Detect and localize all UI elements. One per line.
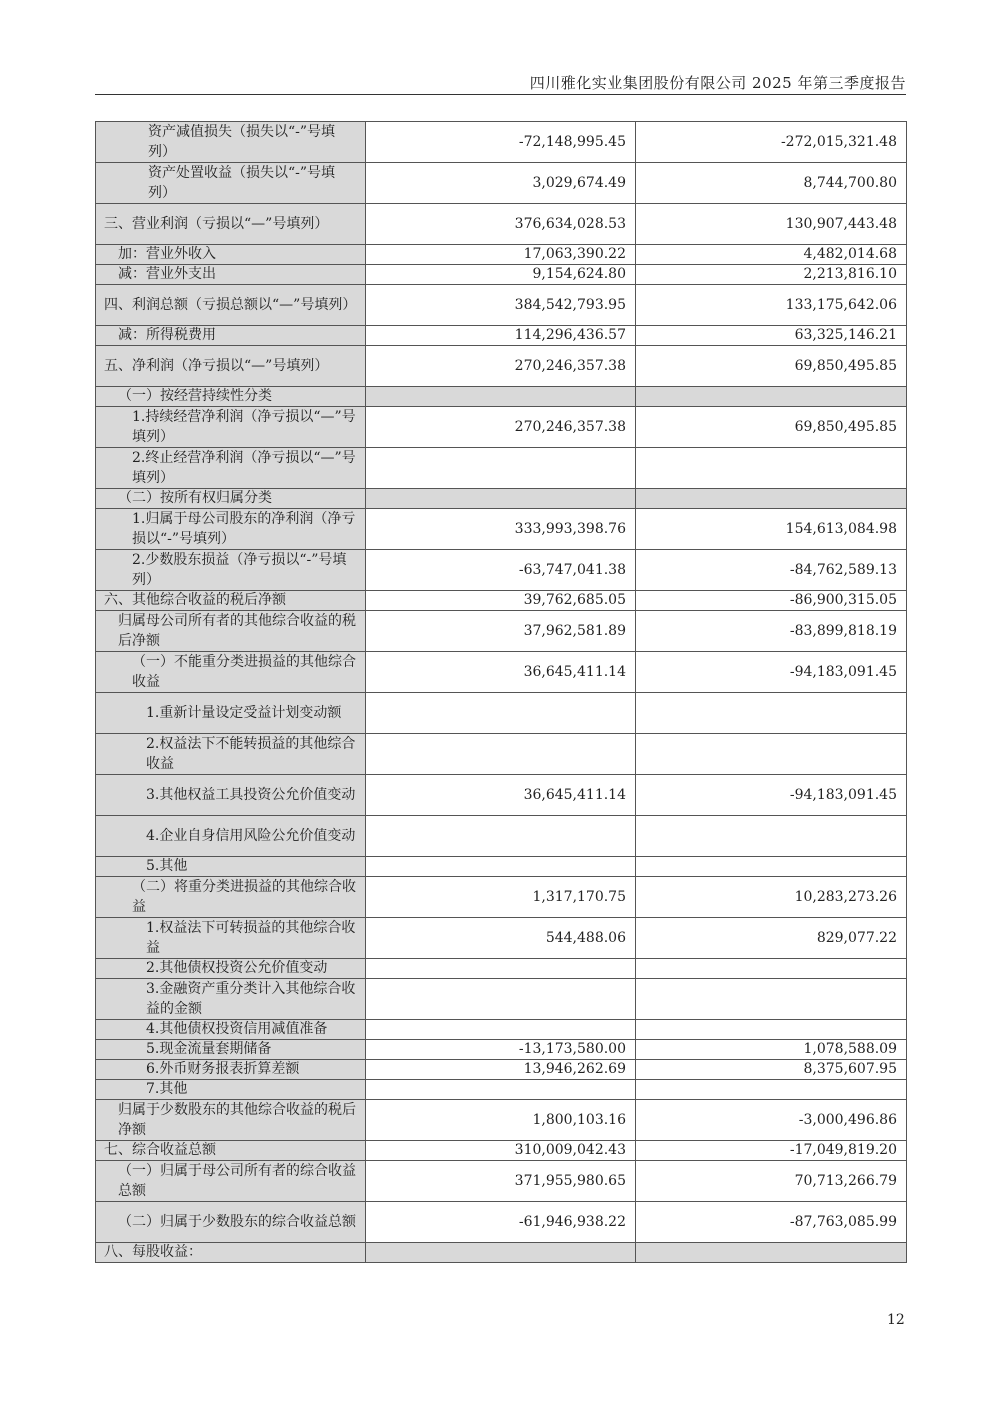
prior-period-value [636,1020,907,1040]
table-row [96,326,907,346]
prior-period-value: 63,325,146.21 [636,326,907,346]
prior-period-value [636,857,907,877]
current-period-value: 9,154,624.80 [366,265,636,285]
table-row [96,550,907,591]
row-label: （一）不能重分类进损益的其他综合收益 [96,652,366,693]
row-label: 资产处置收益（损失以“-”号填列） [96,163,366,204]
prior-period-value: 8,744,700.80 [636,163,907,204]
prior-period-value: 1,078,588.09 [636,1040,907,1060]
current-period-value: 13,946,262.69 [366,1060,636,1080]
table-row [96,1060,907,1080]
table-row [96,509,907,550]
table-row [96,163,907,204]
current-period-value: 270,246,357.38 [366,346,636,387]
prior-period-value [636,959,907,979]
prior-period-value: -17,049,819.20 [636,1141,907,1161]
row-label: 归属于少数股东的其他综合收益的税后净额 [96,1100,366,1141]
current-period-value: 384,542,793.95 [366,285,636,326]
income-statement-table [95,121,907,1263]
row-label: 1.归属于母公司股东的净利润（净亏损以“-”号填列） [96,509,366,550]
report-title: 四川雅化实业集团股份有限公司 2025 年第三季度报告 [529,74,906,92]
row-label: 六、其他综合收益的税后净额 [96,591,366,611]
row-label: 八、每股收益： [96,1243,366,1263]
prior-period-value: -83,899,818.19 [636,611,907,652]
prior-period-value: -94,183,091.45 [636,652,907,693]
row-label: 归属母公司所有者的其他综合收益的税后净额 [96,611,366,652]
row-label: 资产减值损失（损失以“-”号填列） [96,122,366,163]
current-period-value: 371,955,980.65 [366,1161,636,1202]
prior-period-value [636,1243,907,1263]
table-row [96,1161,907,1202]
row-label: （一）按经营持续性分类 [96,387,366,407]
current-period-value [366,693,636,734]
row-label: 七、综合收益总额 [96,1141,366,1161]
row-label: 1.权益法下可转损益的其他综合收益 [96,918,366,959]
current-period-value [366,979,636,1020]
row-label: 3.其他权益工具投资公允价值变动 [96,775,366,816]
prior-period-value [636,816,907,857]
prior-period-value [636,1080,907,1100]
current-period-value [366,1080,636,1100]
table-row [96,346,907,387]
row-label: 2.其他债权投资公允价值变动 [96,959,366,979]
current-period-value: 17,063,390.22 [366,245,636,265]
current-period-value: 36,645,411.14 [366,652,636,693]
current-period-value [366,816,636,857]
current-period-value: 1,317,170.75 [366,877,636,918]
prior-period-value [636,387,907,407]
table-row [96,611,907,652]
current-period-value: 39,762,685.05 [366,591,636,611]
prior-period-value: 133,175,642.06 [636,285,907,326]
current-period-value [366,857,636,877]
row-label: （一）归属于母公司所有者的综合收益总额 [96,1161,366,1202]
row-label: 4.其他债权投资信用减值准备 [96,1020,366,1040]
table-row [96,1141,907,1161]
current-period-value: 36,645,411.14 [366,775,636,816]
table-row [96,693,907,734]
page-number: 12 [887,1312,905,1328]
table-row [96,877,907,918]
prior-period-value: 69,850,495.85 [636,346,907,387]
row-label: （二）按所有权归属分类 [96,489,366,509]
table-row [96,1080,907,1100]
table-row [96,1243,907,1263]
prior-period-value: -94,183,091.45 [636,775,907,816]
current-period-value: 376,634,028.53 [366,204,636,245]
table-body [96,122,907,1263]
table-row [96,816,907,857]
prior-period-value: -86,900,315.05 [636,591,907,611]
row-label: 7.其他 [96,1080,366,1100]
table-row [96,918,907,959]
table-row [96,734,907,775]
prior-period-value: 130,907,443.48 [636,204,907,245]
prior-period-value: 2,213,816.10 [636,265,907,285]
row-label: 1.重新计量设定受益计划变动额 [96,693,366,734]
current-period-value: -72,148,995.45 [366,122,636,163]
row-label: （二）将重分类进损益的其他综合收益 [96,877,366,918]
current-period-value [366,387,636,407]
current-period-value: 310,009,042.43 [366,1141,636,1161]
current-period-value: 1,800,103.16 [366,1100,636,1141]
prior-period-value: -272,015,321.48 [636,122,907,163]
prior-period-value: 4,482,014.68 [636,245,907,265]
row-label: 2.权益法下不能转损益的其他综合收益 [96,734,366,775]
table-row [96,1100,907,1141]
prior-period-value: -3,000,496.86 [636,1100,907,1141]
row-label: 5.现金流量套期储备 [96,1040,366,1060]
current-period-value [366,489,636,509]
current-period-value: 333,993,398.76 [366,509,636,550]
row-label: 五、净利润（净亏损以“—”号填列） [96,346,366,387]
prior-period-value: 154,613,084.98 [636,509,907,550]
current-period-value: 270,246,357.38 [366,407,636,448]
table-row [96,245,907,265]
current-period-value: 37,962,581.89 [366,611,636,652]
table-row [96,1202,907,1243]
prior-period-value: 829,077.22 [636,918,907,959]
current-period-value: -63,747,041.38 [366,550,636,591]
row-label: 4.企业自身信用风险公允价值变动 [96,816,366,857]
current-period-value [366,734,636,775]
table-row [96,489,907,509]
row-label: 三、营业利润（亏损以“—”号填列） [96,204,366,245]
prior-period-value [636,489,907,509]
table-row [96,979,907,1020]
table-row [96,448,907,489]
row-label: 减：营业外支出 [96,265,366,285]
row-label: （二）归属于少数股东的综合收益总额 [96,1202,366,1243]
prior-period-value: 69,850,495.85 [636,407,907,448]
row-label: 加：营业外收入 [96,245,366,265]
current-period-value: 3,029,674.49 [366,163,636,204]
table-row [96,387,907,407]
current-period-value: 114,296,436.57 [366,326,636,346]
table-row [96,265,907,285]
row-label: 3.金融资产重分类计入其他综合收益的金额 [96,979,366,1020]
current-period-value [366,448,636,489]
row-label: 1.持续经营净利润（净亏损以“—”号填列） [96,407,366,448]
current-period-value [366,1243,636,1263]
current-period-value [366,1020,636,1040]
prior-period-value [636,734,907,775]
prior-period-value [636,979,907,1020]
table-row [96,1020,907,1040]
current-period-value: -13,173,580.00 [366,1040,636,1060]
table-row [96,407,907,448]
table-row [96,204,907,245]
row-label: 6.外币财务报表折算差额 [96,1060,366,1080]
table-row [96,285,907,326]
table-row [96,857,907,877]
prior-period-value [636,448,907,489]
table-row [96,1040,907,1060]
prior-period-value [636,693,907,734]
prior-period-value: 8,375,607.95 [636,1060,907,1080]
prior-period-value: 10,283,273.26 [636,877,907,918]
row-label: 5.其他 [96,857,366,877]
table-row [96,122,907,163]
table-row [96,775,907,816]
row-label: 2.终止经营净利润（净亏损以“—”号填列） [96,448,366,489]
row-label: 2.少数股东损益（净亏损以“-”号填列） [96,550,366,591]
prior-period-value: -84,762,589.13 [636,550,907,591]
current-period-value [366,959,636,979]
row-label: 四、利润总额（亏损总额以“—”号填列） [96,285,366,326]
current-period-value: -61,946,938.22 [366,1202,636,1243]
page-header [95,70,906,95]
table-row [96,959,907,979]
prior-period-value: -87,763,085.99 [636,1202,907,1243]
table-row [96,652,907,693]
table-row [96,591,907,611]
row-label: 减：所得税费用 [96,326,366,346]
current-period-value: 544,488.06 [366,918,636,959]
prior-period-value: 70,713,266.79 [636,1161,907,1202]
